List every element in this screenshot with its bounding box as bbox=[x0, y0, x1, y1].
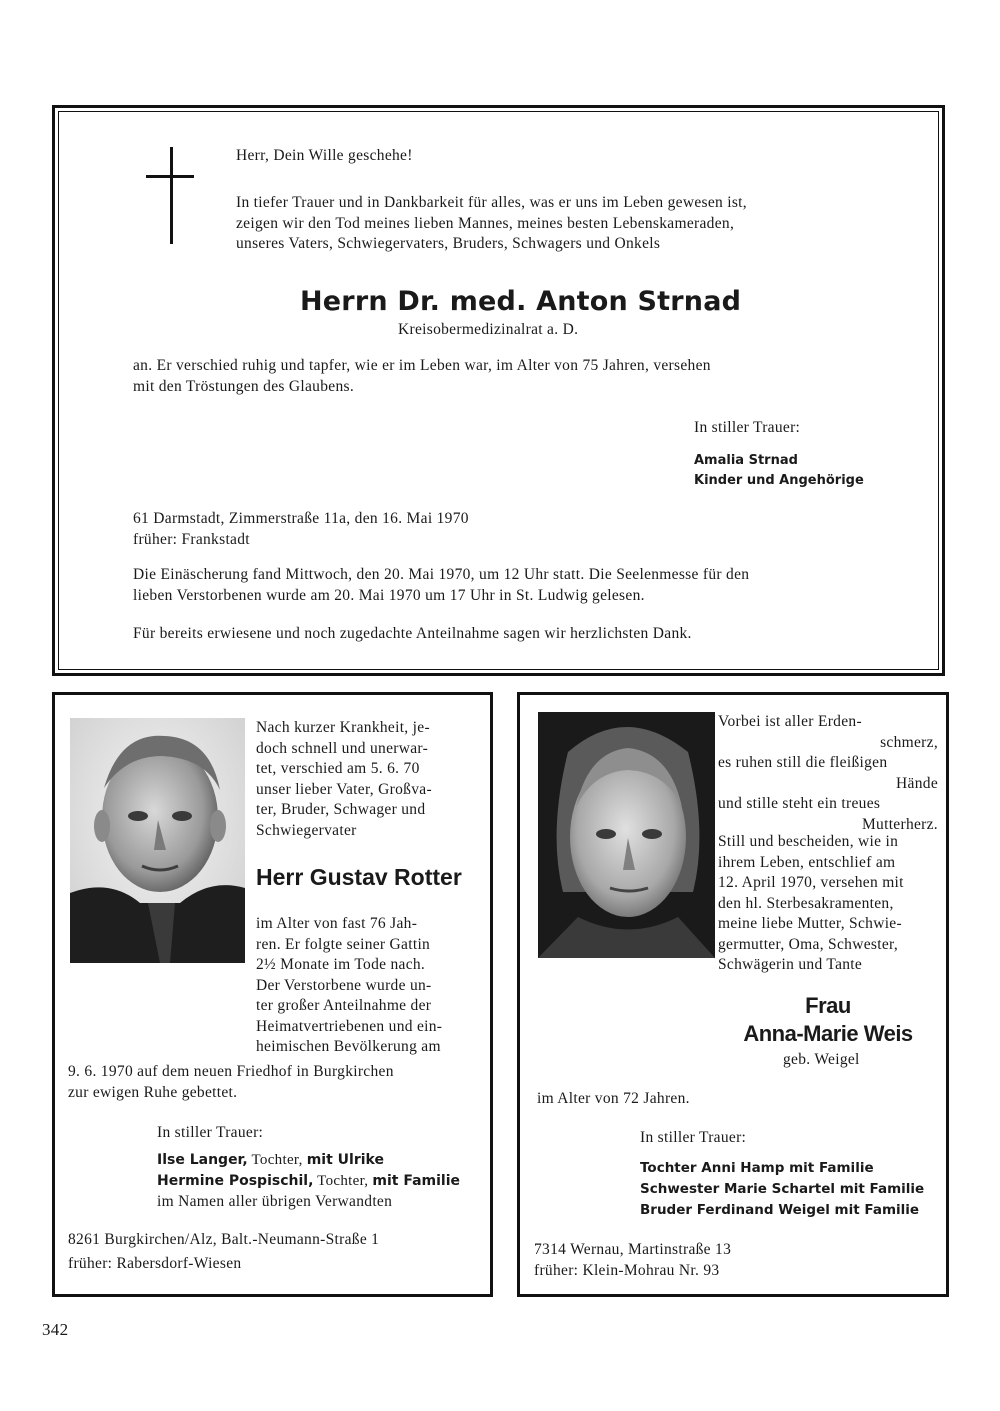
intro-line: germutter, Oma, Schwester, bbox=[718, 935, 899, 953]
intro-text bbox=[236, 193, 876, 255]
body-line: Der Verstorbene wurde un- bbox=[256, 976, 432, 994]
deceased-name: Herr Gustav Rotter bbox=[256, 864, 462, 890]
mourner: Tochter Anni Hamp mit Familie bbox=[640, 1160, 874, 1176]
mourner: Bruder Ferdinand Weigel mit Familie bbox=[640, 1202, 920, 1218]
cross-icon-bar bbox=[146, 175, 194, 178]
name-prefix: Frau bbox=[805, 993, 851, 1018]
cross-icon bbox=[170, 147, 173, 244]
page-number: 342 bbox=[42, 1320, 69, 1339]
body-line: ren. Er folgte seiner Gattin bbox=[256, 935, 431, 953]
funeral-line: Die Einäscherung fand Mittwoch, den 20. Mai 1970, um 12 Uhr statt. Die Seelenmesse für den bbox=[133, 566, 750, 583]
death-text bbox=[133, 356, 878, 397]
burial-line: zur ewigen Ruhe gebettet. bbox=[68, 1083, 238, 1101]
intro-line: unser lieber Vater, Großva- bbox=[256, 780, 432, 798]
address-line: 8261 Burgkirchen/Alz, Balt.-Neumann-Straße 1 bbox=[68, 1231, 380, 1248]
mourning-label: In stiller Trauer: bbox=[694, 419, 801, 436]
name-main: Anna-Marie Weis bbox=[743, 1021, 913, 1046]
address-line: früher: Frankstadt bbox=[133, 530, 250, 548]
deceased-title: Kreisobermedizinalrat a. D. bbox=[398, 321, 579, 338]
mourner-name: Hermine Pospischil, bbox=[157, 1173, 314, 1189]
mourners bbox=[157, 1150, 460, 1213]
verse-line: und stille steht ein treues bbox=[718, 795, 881, 812]
intro-line: In tiefer Trauer und in Dankbarkeit für alles, was er uns im Leben gewesen ist, bbox=[236, 194, 747, 211]
maiden-name: geb. Weigel bbox=[783, 1051, 860, 1068]
intro-text bbox=[718, 832, 938, 976]
body-line: im Alter von fast 76 Jah- bbox=[256, 915, 418, 932]
mourners bbox=[694, 451, 864, 491]
intro-line: doch schnell und unerwar- bbox=[256, 739, 429, 757]
address-line: früher: Klein-Mohrau Nr. 93 bbox=[534, 1261, 720, 1279]
mourner-relation: Tochter, bbox=[313, 1173, 373, 1189]
intro-text bbox=[256, 718, 472, 841]
body-line: 2½ Monate im Tode nach. bbox=[256, 956, 426, 973]
mourner-family: mit Familie bbox=[372, 1173, 460, 1189]
burial-line: 9. 6. 1970 auf dem neuen Friedhof in Burgkirchen bbox=[68, 1063, 394, 1080]
address bbox=[534, 1240, 731, 1281]
body-line: ter großer Anteilnahme der bbox=[256, 997, 432, 1014]
intro-line: meine liebe Mutter, Schwie- bbox=[718, 915, 902, 932]
intro-line: Schwiegervater bbox=[256, 821, 357, 839]
deceased-name: Herrn Dr. med. Anton Strnad bbox=[300, 286, 742, 317]
address-line: früher: Rabersdorf-Wiesen bbox=[68, 1254, 242, 1272]
address-line: 61 Darmstadt, Zimmerstraße 11a, den 16. Mai 1970 bbox=[133, 510, 469, 527]
body-line: Heimatvertriebenen und ein- bbox=[256, 1017, 443, 1035]
intro-line: den hl. Sterbesakramenten, bbox=[718, 894, 894, 912]
portrait-anna-marie-weis bbox=[538, 712, 715, 958]
intro-line: Schwägerin und Tante bbox=[718, 956, 863, 973]
mourners bbox=[640, 1158, 924, 1221]
mourner bbox=[157, 1150, 460, 1171]
address bbox=[68, 1230, 379, 1274]
death-line: an. Er verschied ruhig und tapfer, wie er im Leben war, im Alter von 75 Jahren, versehen bbox=[133, 357, 711, 374]
intro-line: ter, Bruder, Schwager und bbox=[256, 801, 426, 818]
funeral-text bbox=[133, 565, 749, 606]
mourning-label: In stiller Trauer: bbox=[640, 1129, 747, 1146]
deceased-name bbox=[718, 992, 938, 1048]
portrait-gustav-rotter bbox=[70, 718, 245, 963]
mourner: Amalia Strnad bbox=[694, 453, 798, 468]
mourning-label: In stiller Trauer: bbox=[157, 1124, 264, 1141]
body-text bbox=[256, 914, 472, 1058]
intro-line: 12. April 1970, versehen mit bbox=[718, 874, 904, 891]
mourner bbox=[157, 1171, 460, 1192]
death-line: mit den Tröstungen des Glaubens. bbox=[133, 377, 354, 395]
verse-line: Hände bbox=[896, 774, 938, 792]
intro-line: zeigen wir den Tod meines lieben Mannes, meines besten Lebenskameraden, bbox=[236, 214, 735, 232]
intro-line: Still und bescheiden, wie in bbox=[718, 833, 899, 850]
verse bbox=[718, 712, 938, 835]
verse-line: Mutterherz. bbox=[861, 815, 938, 833]
mourner: im Namen aller übrigen Verwandten bbox=[157, 1193, 393, 1210]
intro-line: Nach kurzer Krankheit, je- bbox=[256, 719, 430, 736]
mourner: Schwester Marie Schartel mit Familie bbox=[640, 1181, 925, 1197]
funeral-line: lieben Verstorbenen wurde am 20. Mai 1970 um 17 Uhr in St. Ludwig gelesen. bbox=[133, 586, 645, 604]
address-line: 7314 Wernau, Martinstraße 13 bbox=[534, 1241, 732, 1258]
thanks-text: Für bereits erwiesene und noch zugedachte Anteilnahme sagen wir herzlichsten Dank. bbox=[133, 625, 692, 642]
mourner-relation: Tochter, bbox=[247, 1152, 307, 1168]
intro-line: unseres Vaters, Schwiegervaters, Bruders, Schwagers und Onkels bbox=[236, 235, 661, 252]
intro-line: ihrem Leben, entschlief am bbox=[718, 853, 896, 871]
mourner-family: mit Ulrike bbox=[306, 1152, 384, 1168]
age-text: im Alter von 72 Jahren. bbox=[537, 1090, 690, 1107]
burial-text bbox=[68, 1062, 478, 1103]
intro-line: tet, verschied am 5. 6. 70 bbox=[256, 760, 420, 777]
address bbox=[133, 509, 469, 550]
verse-line: es ruhen still die fleißigen bbox=[718, 754, 888, 771]
mourner-name: Ilse Langer, bbox=[157, 1152, 248, 1168]
body-line: heimischen Bevölkerung am bbox=[256, 1038, 441, 1055]
verse-line: Vorbei ist aller Erden- bbox=[718, 713, 862, 730]
motto: Herr, Dein Wille geschehe! bbox=[236, 147, 413, 164]
mourner: Kinder und Angehörige bbox=[694, 473, 864, 488]
verse-line: schmerz, bbox=[880, 733, 938, 751]
